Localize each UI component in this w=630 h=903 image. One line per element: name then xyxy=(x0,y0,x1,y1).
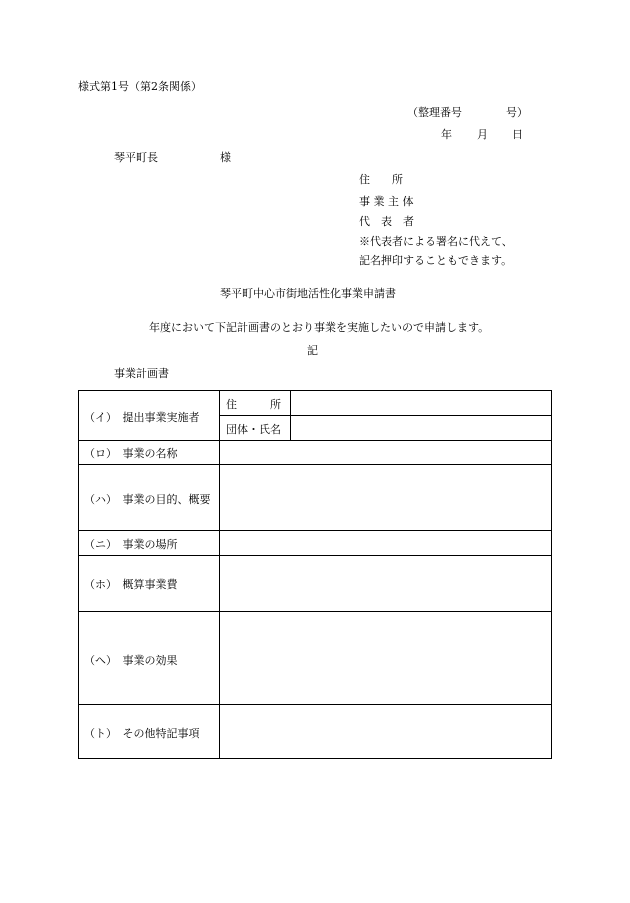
table-row-location xyxy=(79,530,551,556)
row-label-submitter: （イ） 提出事業実施者 xyxy=(84,411,200,424)
row-label-project-name: （ロ） 事業の名称 xyxy=(84,447,178,460)
reference-number-label: （整理番号 xyxy=(407,106,462,119)
ki-heading: 記 xyxy=(307,344,318,357)
table-row-submitter xyxy=(79,391,551,440)
intro-text: 年度において下記計画書のとおり事業を実施したいので申請します。 xyxy=(149,321,490,334)
submitter-name-label: 団体・氏名 xyxy=(226,423,281,436)
row-label-effect: （ヘ） 事業の効果 xyxy=(84,654,178,667)
date-month: 月 xyxy=(477,128,488,141)
addressee-name: 琴平町長 xyxy=(114,151,158,164)
row-label-remarks: （ト） その他特記事項 xyxy=(84,727,200,740)
plan-heading: 事業計画書 xyxy=(114,367,169,380)
date-year: 年 xyxy=(441,128,452,141)
table-row-effect xyxy=(79,611,551,705)
signature-note-line2: 記名押印することもできます。 xyxy=(359,254,513,267)
row-label-purpose: （ハ） 事業の目的、概要 xyxy=(84,493,211,506)
table-row-project-name xyxy=(79,440,551,465)
signature-note-line1: ※代表者による署名に代えて、 xyxy=(359,235,513,248)
applicant-address-label: 住 所 xyxy=(359,173,403,186)
addressee-honorific: 様 xyxy=(220,151,231,164)
reference-number-suffix: 号） xyxy=(506,106,528,119)
applicant-entity-label: 事 業 主 体 xyxy=(359,195,414,208)
submitter-address-row xyxy=(220,391,551,415)
submitter-address-label: 住 所 xyxy=(226,398,281,411)
table-row-cost xyxy=(79,555,551,612)
table-row-purpose xyxy=(79,464,551,531)
table-row-remarks xyxy=(79,704,551,759)
applicant-representative-label: 代 表 者 xyxy=(359,215,414,228)
form-number: 様式第1号（第2条関係） xyxy=(78,80,202,93)
submitter-name-row xyxy=(220,415,551,441)
document-title: 琴平町中心市街地活性化事業申請書 xyxy=(220,287,396,300)
row-label-cost: （ホ） 概算事業費 xyxy=(84,578,178,591)
row-label-location: （ニ） 事業の場所 xyxy=(84,538,178,551)
date-day: 日 xyxy=(512,128,523,141)
plan-table xyxy=(78,390,552,759)
